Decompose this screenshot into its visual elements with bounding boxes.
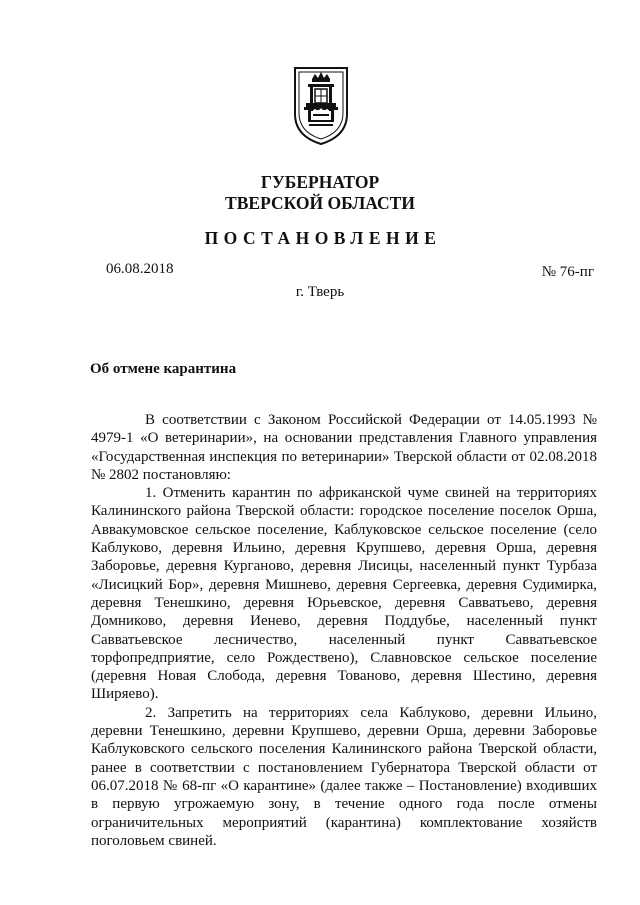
paragraph-preamble: В соответствии с Законом Российской Федерации от 14.05.1993 № 4979-1 «О ветеринарии», на основании представления Главного управления «Государственная инспекция по ветеринарии» Тверской области от 02.08.2018 № 2802 постановляю:	[91, 412, 597, 483]
document-number: № 76-пг	[541, 264, 594, 280]
document-body	[91, 411, 597, 850]
tver-coat-of-arms-icon	[291, 64, 351, 146]
document-type: ПОСТАНОВЛЕНИЕ	[204, 228, 442, 248]
document-subject: Об отмене карантина	[90, 361, 237, 377]
authority-region: ТВЕРСКОЙ ОБЛАСТИ	[225, 193, 415, 213]
document-city: г. Тверь	[295, 284, 345, 300]
document-date: 06.08.2018	[106, 261, 174, 277]
paragraph-item-1: 1. Отменить карантин по африканской чуме свиней на территориях Калининского района Тверской области: городское поселение поселок Орша, Аввакумовское сельское поселение, Каблуковское сельское поселение (село Каблуково, деревня Ильино, деревня Крупшево, деревня Орша, деревня Заборовье, деревня Курганово, деревня Лисицы, населенный пункт Турбаза «Лисицкий Бор», деревня Мишнево, деревня Сергеевка, деревня Судимирка, деревня Тенешкино, деревня Юрьевское, деревня Савватьево, деревня Домниково, деревня Иенево, деревня Поддубье, населенный пункт Савватьевское лесничество, населенный пункт Савватьевское торфопредприятие, село Рождествено), Славновское сельское поселение (деревня Новая Слобода, деревня Тованово, деревня Шестино, деревня Ширяево).	[91, 485, 597, 703]
paragraph-item-2: 2. Запретить на территориях села Каблуково, деревни Ильино, деревни Тенешкино, деревни Крупшево, деревни Орша, деревни Заборовье Каблуковского сельского поселения Калининского района Тверской области, ранее в соответствии с постановлением Губернатора Тверской области от 06.07.2018 № 68-пг «О карантине» (далее также – Постановление) входивших в первую угрожаемую зону, в течение одного года после отмены ограничительных мероприятий (карантина) комплектование хозяйств поголовьем свиней.	[91, 704, 597, 849]
authority-title: ГУБЕРНАТОР	[260, 172, 380, 192]
